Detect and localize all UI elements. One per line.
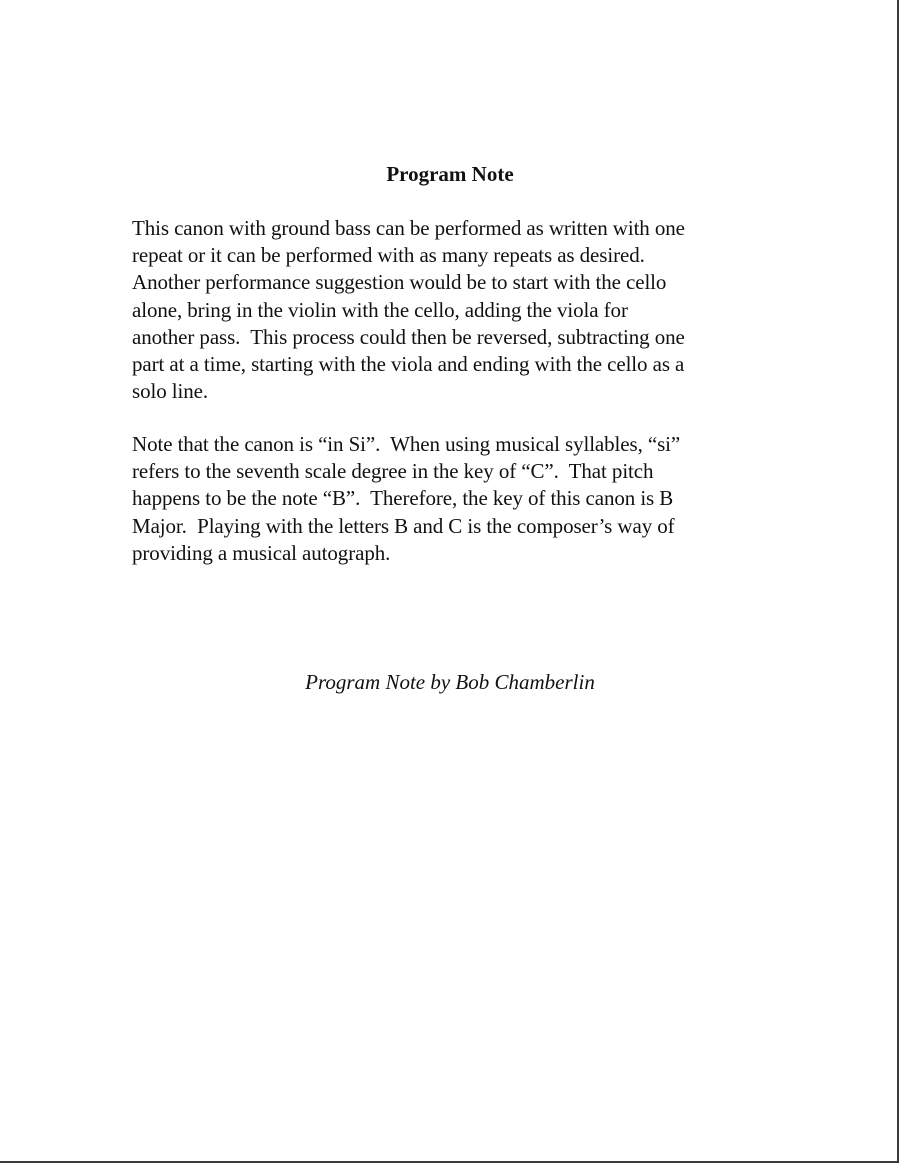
page-title: Program Note [386,162,514,186]
paragraph-performance-notes [132,215,792,405]
paragraph-line: This canon with ground bass can be performed as written with one [132,216,685,240]
paragraph-line: repeat or it can be performed with as many repeats as desired. [132,243,645,268]
paragraph-line: solo line. [132,379,208,404]
paragraph-line: part at a time, starting with the viola and ending with the cello as a [132,352,685,377]
author-signature: Program Note by Bob Chamberlin [305,670,595,694]
paragraph-line: alone, bring in the violin with the cello, adding the viola for [132,297,628,322]
paragraph-line: Major. Playing with the letters B and C is the composer’s way of [132,513,675,538]
paragraph-line: Note that the canon is “in Si”. When using musical syllables, “si” [132,432,681,456]
paragraph-line: happens to be the note “B”. Therefore, the key of this canon is B [132,486,674,511]
paragraph-line: another pass. This process could then be reversed, subtracting one [132,324,685,349]
paragraph-line: providing a musical autograph. [132,540,391,565]
paragraph-key-explanation [132,431,792,567]
paragraph-line: Another performance suggestion would be to start with the cello [132,270,667,295]
paragraph-line: refers to the seventh scale degree in the key of “C”. That pitch [132,459,654,484]
